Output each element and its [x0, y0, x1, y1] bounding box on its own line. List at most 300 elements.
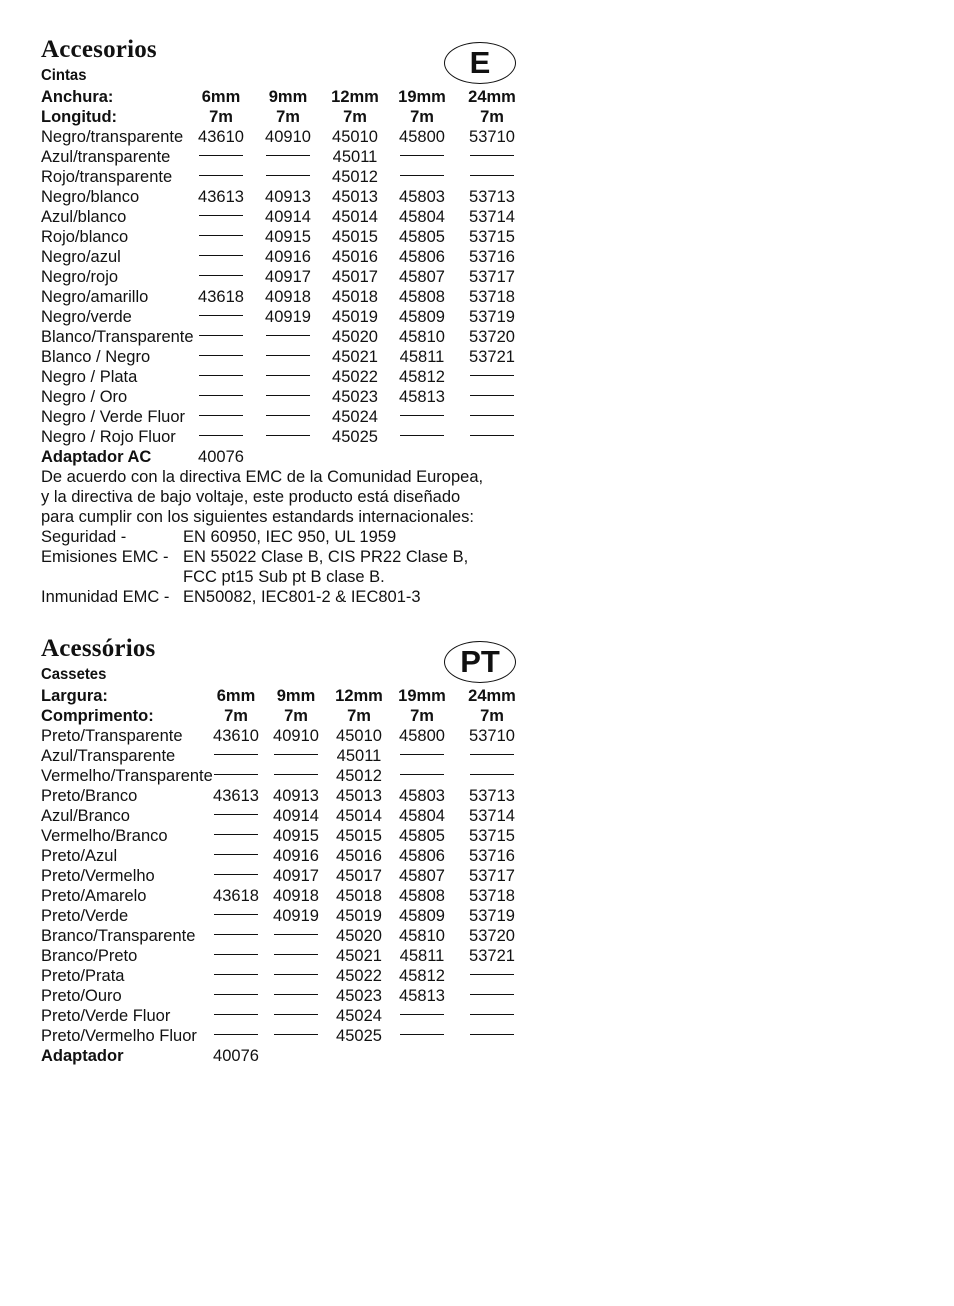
row-label: Preto/Verde Fluor	[41, 1007, 171, 1025]
product-code: 40918	[265, 288, 311, 306]
not-available-dash	[266, 367, 310, 387]
product-code: 45012	[332, 168, 378, 186]
dash-line	[470, 1034, 514, 1035]
row-label: Preto/Vermelho	[41, 867, 155, 885]
standard-value: FCC pt15 Sub pt B clase B.	[183, 568, 385, 586]
product-code: 45011	[332, 148, 378, 166]
product-code: 53720	[469, 328, 515, 346]
compliance-text-line: De acuerdo con la directiva EMC de la Comunidad Europea,	[41, 468, 484, 486]
not-available-dash	[470, 1026, 514, 1046]
dash-line	[214, 874, 258, 875]
not-available-dash	[274, 946, 318, 966]
dash-line	[199, 235, 243, 236]
dash-line	[470, 974, 514, 975]
product-code: 45811	[399, 348, 445, 366]
dash-line	[266, 415, 310, 416]
table-row	[41, 946, 641, 966]
dash-line	[400, 1034, 444, 1035]
product-code: 40915	[265, 228, 311, 246]
dash-line	[214, 854, 258, 855]
adapter-label: Adaptador	[41, 1047, 124, 1065]
product-code: 53716	[469, 847, 515, 865]
product-code: 53721	[469, 348, 515, 366]
table-row	[41, 347, 641, 367]
product-code: 45018	[336, 887, 382, 905]
product-code: 40917	[265, 268, 311, 286]
not-available-dash	[400, 427, 444, 447]
header-cell: 19mm	[398, 687, 446, 705]
table-subtitle: Cassetes	[41, 666, 107, 683]
not-available-dash	[266, 347, 310, 367]
table-row	[41, 187, 641, 207]
not-available-dash	[470, 966, 514, 986]
row-label: Azul/blanco	[41, 208, 127, 226]
not-available-dash	[214, 926, 258, 946]
dash-line	[470, 155, 514, 156]
not-available-dash	[214, 806, 258, 826]
row-label: Negro/amarillo	[41, 288, 149, 306]
product-code: 45012	[336, 767, 382, 785]
dash-line	[400, 415, 444, 416]
product-code: 45020	[332, 328, 378, 346]
not-available-dash	[214, 746, 258, 766]
dash-line	[266, 335, 310, 336]
not-available-dash	[470, 746, 514, 766]
table-row	[41, 926, 641, 946]
product-code: 45803	[399, 787, 445, 805]
dash-line	[199, 435, 243, 436]
product-code: 45800	[399, 727, 445, 745]
width-header-row	[41, 87, 641, 107]
not-available-dash	[470, 367, 514, 387]
dash-line	[274, 994, 318, 995]
product-code: 45025	[332, 428, 378, 446]
product-code: 40919	[273, 907, 319, 925]
header-cell: 7m	[343, 108, 367, 126]
row-label: Preto/Ouro	[41, 987, 122, 1005]
not-available-dash	[400, 1026, 444, 1046]
section-title: Acessórios	[41, 635, 156, 662]
not-available-dash	[199, 167, 243, 187]
table-row	[41, 407, 641, 427]
dash-line	[266, 355, 310, 356]
product-code: 45804	[399, 807, 445, 825]
product-code: 45806	[399, 847, 445, 865]
product-code: 40914	[265, 208, 311, 226]
dash-line	[274, 1014, 318, 1015]
header-cell: 19mm	[398, 88, 446, 106]
not-available-dash	[199, 227, 243, 247]
row-label: Azul/transparente	[41, 148, 171, 166]
not-available-dash	[274, 1026, 318, 1046]
product-code: 45013	[332, 188, 378, 206]
dash-line	[214, 774, 258, 775]
row-label: Azul/Transparente	[41, 747, 176, 765]
table-row	[41, 307, 641, 327]
table-row	[41, 227, 641, 247]
header-cell: 7m	[480, 707, 504, 725]
not-available-dash	[400, 746, 444, 766]
dash-line	[266, 175, 310, 176]
product-code: 45806	[399, 248, 445, 266]
product-code: 45803	[399, 188, 445, 206]
row-label: Preto/Azul	[41, 847, 118, 865]
dash-line	[199, 275, 243, 276]
row-label: Vermelho/Transparente	[41, 767, 213, 785]
product-code: 45019	[332, 308, 378, 326]
dash-line	[199, 355, 243, 356]
dash-line	[199, 215, 243, 216]
table-row	[41, 367, 641, 387]
not-available-dash	[214, 1026, 258, 1046]
length-header-row	[41, 706, 641, 726]
dash-line	[274, 934, 318, 935]
dash-line	[470, 994, 514, 995]
standard-value: EN50082, IEC801-2 & IEC801-3	[183, 588, 421, 606]
product-code: 45813	[399, 388, 445, 406]
header-label: Largura:	[41, 687, 108, 705]
table-row	[41, 866, 641, 886]
table-row	[41, 746, 641, 766]
section-title: Accesorios	[41, 36, 157, 63]
not-available-dash	[199, 387, 243, 407]
dash-line	[470, 415, 514, 416]
not-available-dash	[214, 826, 258, 846]
adapter-label: Adaptador AC	[41, 448, 152, 466]
product-code: 43610	[213, 727, 259, 745]
standard-value: EN 60950, IEC 950, UL 1959	[183, 528, 397, 546]
dash-line	[400, 754, 444, 755]
product-code: 40916	[265, 248, 311, 266]
not-available-dash	[266, 407, 310, 427]
table-row	[41, 766, 641, 786]
not-available-dash	[274, 966, 318, 986]
not-available-dash	[214, 966, 258, 986]
table-row	[41, 207, 641, 227]
product-code: 53720	[469, 927, 515, 945]
table-row	[41, 986, 641, 1006]
not-available-dash	[199, 367, 243, 387]
table-row	[41, 287, 641, 307]
product-code: 40910	[265, 128, 311, 146]
row-label: Preto/Transparente	[41, 727, 183, 745]
product-code: 40916	[273, 847, 319, 865]
width-header-row	[41, 686, 641, 706]
adapter-row	[41, 447, 641, 467]
header-cell: 7m	[209, 108, 233, 126]
product-code: 45810	[399, 927, 445, 945]
product-code: 43613	[198, 188, 244, 206]
product-code: 45015	[336, 827, 382, 845]
adapter-code: 40076	[213, 1047, 259, 1065]
dash-line	[214, 1014, 258, 1015]
row-label: Rojo/transparente	[41, 168, 173, 186]
dash-line	[199, 415, 243, 416]
table-row	[41, 726, 641, 746]
table-row	[41, 427, 641, 447]
product-code: 45804	[399, 208, 445, 226]
standard-value: EN 55022 Clase B, CIS PR22 Clase B,	[183, 548, 469, 566]
product-code: 45010	[336, 727, 382, 745]
product-code: 45808	[399, 288, 445, 306]
product-code: 45016	[336, 847, 382, 865]
product-code: 43618	[198, 288, 244, 306]
product-code: 45020	[336, 927, 382, 945]
table-row	[41, 786, 641, 806]
table-row	[41, 267, 641, 287]
not-available-dash	[470, 427, 514, 447]
header-label: Anchura:	[41, 88, 114, 106]
product-code: 45812	[399, 967, 445, 985]
header-label: Longitud:	[41, 108, 118, 126]
header-cell: 24mm	[468, 88, 516, 106]
row-label: Azul/Branco	[41, 807, 130, 825]
dash-line	[214, 914, 258, 915]
row-label: Branco/Transparente	[41, 927, 196, 945]
not-available-dash	[214, 986, 258, 1006]
row-label: Preto/Amarelo	[41, 887, 147, 905]
length-header-row	[41, 107, 641, 127]
table-row	[41, 127, 641, 147]
dash-line	[214, 934, 258, 935]
not-available-dash	[274, 746, 318, 766]
not-available-dash	[266, 387, 310, 407]
table-row	[41, 966, 641, 986]
not-available-dash	[470, 1006, 514, 1026]
table-row	[41, 247, 641, 267]
dash-line	[266, 395, 310, 396]
not-available-dash	[214, 1006, 258, 1026]
product-code: 45022	[336, 967, 382, 985]
product-code: 40915	[273, 827, 319, 845]
product-code: 43613	[213, 787, 259, 805]
product-code: 40914	[273, 807, 319, 825]
not-available-dash	[470, 407, 514, 427]
product-code: 53714	[469, 807, 515, 825]
dash-line	[400, 774, 444, 775]
table-row	[41, 327, 641, 347]
dash-line	[470, 1014, 514, 1015]
not-available-dash	[214, 846, 258, 866]
row-label: Preto/Vermelho Fluor	[41, 1027, 197, 1045]
dash-line	[274, 974, 318, 975]
dash-line	[470, 774, 514, 775]
not-available-dash	[266, 167, 310, 187]
product-code: 40918	[273, 887, 319, 905]
row-label: Branco/Preto	[41, 947, 138, 965]
header-cell: 9mm	[276, 687, 316, 705]
header-cell: 6mm	[201, 88, 241, 106]
product-code: 45021	[332, 348, 378, 366]
not-available-dash	[470, 147, 514, 167]
row-label: Negro/rojo	[41, 268, 119, 286]
header-label: Comprimento:	[41, 707, 154, 725]
not-available-dash	[400, 407, 444, 427]
dash-line	[199, 375, 243, 376]
product-code: 45811	[399, 947, 445, 965]
compliance-text-line: y la directiva de bajo voltaje, este producto está diseñado	[41, 488, 461, 506]
dash-line	[214, 1034, 258, 1035]
not-available-dash	[266, 147, 310, 167]
row-label: Negro/verde	[41, 308, 132, 326]
table-subtitle: Cintas	[41, 67, 87, 84]
dash-line	[470, 375, 514, 376]
not-available-dash	[400, 766, 444, 786]
dash-line	[214, 834, 258, 835]
product-code: 53719	[469, 907, 515, 925]
product-code: 53717	[469, 268, 515, 286]
table-row	[41, 886, 641, 906]
row-label: Negro/azul	[41, 248, 121, 266]
header-cell: 6mm	[216, 687, 256, 705]
header-cell: 7m	[276, 108, 300, 126]
not-available-dash	[400, 167, 444, 187]
dash-line	[199, 335, 243, 336]
dash-line	[266, 375, 310, 376]
product-code: 45017	[332, 268, 378, 286]
dash-line	[400, 175, 444, 176]
product-code: 45805	[399, 228, 445, 246]
not-available-dash	[274, 766, 318, 786]
product-code: 45025	[336, 1027, 382, 1045]
product-code: 53719	[469, 308, 515, 326]
product-code: 53713	[469, 188, 515, 206]
compliance-text-line: para cumplir con los siguientes estandards internacionales:	[41, 508, 474, 526]
product-code: 53717	[469, 867, 515, 885]
product-code: 43610	[198, 128, 244, 146]
header-cell: 7m	[284, 707, 308, 725]
header-cell: 24mm	[468, 687, 516, 705]
dash-line	[214, 994, 258, 995]
dash-line	[470, 395, 514, 396]
dash-line	[274, 754, 318, 755]
dash-line	[199, 155, 243, 156]
table-row	[41, 906, 641, 926]
dash-line	[274, 1034, 318, 1035]
product-code: 53718	[469, 288, 515, 306]
product-code: 40913	[273, 787, 319, 805]
product-code: 45807	[399, 867, 445, 885]
product-code: 45813	[399, 987, 445, 1005]
table-row	[41, 147, 641, 167]
product-code: 45022	[332, 368, 378, 386]
dash-line	[400, 1014, 444, 1015]
table-row	[41, 387, 641, 407]
header-cell: 12mm	[335, 687, 383, 705]
row-label: Negro / Verde Fluor	[41, 408, 185, 426]
dash-line	[400, 435, 444, 436]
product-code: 45024	[336, 1007, 382, 1025]
dash-line	[199, 175, 243, 176]
not-available-dash	[199, 267, 243, 287]
product-code: 53716	[469, 248, 515, 266]
not-available-dash	[470, 986, 514, 1006]
not-available-dash	[214, 766, 258, 786]
product-code: 45021	[336, 947, 382, 965]
row-label: Blanco / Negro	[41, 348, 151, 366]
language-badge: E	[444, 42, 516, 84]
product-code: 45013	[336, 787, 382, 805]
standard-label: Inmunidad EMC -	[41, 588, 170, 606]
header-cell: 7m	[410, 108, 434, 126]
header-cell: 7m	[224, 707, 248, 725]
dash-line	[400, 155, 444, 156]
table-row	[41, 846, 641, 866]
table-row	[41, 167, 641, 187]
product-code: 53713	[469, 787, 515, 805]
row-label: Preto/Prata	[41, 967, 125, 985]
dash-line	[214, 754, 258, 755]
header-cell: 9mm	[268, 88, 308, 106]
header-cell: 7m	[480, 108, 504, 126]
adapter-code: 40076	[198, 448, 244, 466]
row-label: Negro / Rojo Fluor	[41, 428, 176, 446]
product-code: 53710	[469, 128, 515, 146]
dash-line	[214, 974, 258, 975]
product-code: 45014	[332, 208, 378, 226]
row-label: Negro / Oro	[41, 388, 128, 406]
product-code: 45808	[399, 887, 445, 905]
not-available-dash	[400, 147, 444, 167]
dash-line	[470, 754, 514, 755]
product-code: 45014	[336, 807, 382, 825]
product-code: 45018	[332, 288, 378, 306]
language-badge: PT	[444, 641, 516, 683]
product-code: 45019	[336, 907, 382, 925]
product-code: 53718	[469, 887, 515, 905]
not-available-dash	[266, 327, 310, 347]
product-code: 45023	[332, 388, 378, 406]
dash-line	[266, 435, 310, 436]
not-available-dash	[470, 766, 514, 786]
product-code: 53715	[469, 228, 515, 246]
product-code: 53715	[469, 827, 515, 845]
header-cell: 12mm	[331, 88, 379, 106]
not-available-dash	[274, 1006, 318, 1026]
not-available-dash	[199, 327, 243, 347]
adapter-row	[41, 1046, 641, 1066]
not-available-dash	[199, 207, 243, 227]
dash-line	[266, 155, 310, 156]
table-row	[41, 1026, 641, 1046]
row-label: Preto/Verde	[41, 907, 129, 925]
row-label: Rojo/blanco	[41, 228, 129, 246]
row-label: Blanco/Transparente	[41, 328, 194, 346]
not-available-dash	[199, 347, 243, 367]
product-code: 53714	[469, 208, 515, 226]
product-code: 45016	[332, 248, 378, 266]
not-available-dash	[199, 147, 243, 167]
product-code: 45807	[399, 268, 445, 286]
product-code: 45011	[336, 747, 382, 765]
row-label: Negro/transparente	[41, 128, 184, 146]
dash-line	[214, 954, 258, 955]
product-code: 53721	[469, 947, 515, 965]
not-available-dash	[199, 247, 243, 267]
product-code: 45024	[332, 408, 378, 426]
standard-label: Seguridad -	[41, 528, 127, 546]
product-code: 45010	[332, 128, 378, 146]
product-code: 45800	[399, 128, 445, 146]
not-available-dash	[199, 427, 243, 447]
product-code: 45809	[399, 907, 445, 925]
header-cell: 7m	[410, 707, 434, 725]
dash-line	[274, 954, 318, 955]
header-cell: 7m	[347, 707, 371, 725]
product-code: 40913	[265, 188, 311, 206]
product-code: 40917	[273, 867, 319, 885]
product-code: 45810	[399, 328, 445, 346]
